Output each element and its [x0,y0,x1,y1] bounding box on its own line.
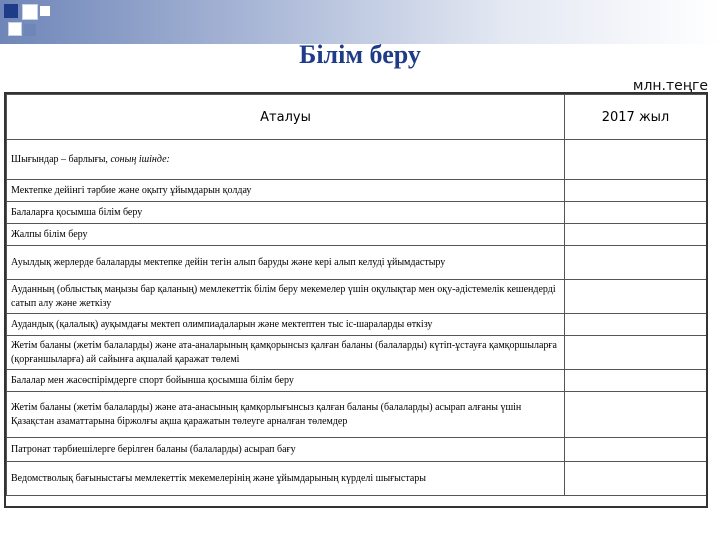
row-name: Балалар мен жасөспірімдерге спорт бойынша қосымша білім беру [11,374,294,386]
row-name: Шығындар – барлығы, [11,153,108,165]
row-value-cell [565,224,707,246]
table-row [7,180,707,202]
table-row [7,314,707,336]
table-row [7,140,707,180]
page-title: Білім беру [299,40,421,69]
row-value-cell [565,180,707,202]
row-value-cell [565,246,707,280]
row-name: Ауданның (облыстық маңызы бар қаланың) мемлекеттік білім беру мекемелер үшін оқулықтар мен оқу-әдістемелік кешендерді сатып алу және жеткізу [11,284,556,309]
row-value-cell [565,370,707,392]
row-note: соның ішінде: [110,153,170,165]
row-name-cell [7,438,565,462]
row-name: Ауылдық жерлерде балаларды мектепке дейін тегін алып баруды және кері алып келуді ұйымдастыру [11,256,446,268]
row-value-cell [565,438,707,462]
decorative-square [8,22,22,36]
decorative-square [40,6,50,16]
row-name-cell [7,140,565,180]
row-name-cell [7,280,565,314]
row-value-cell [565,462,707,496]
table-header-row [7,95,707,140]
table-row [7,224,707,246]
row-name-cell [7,314,565,336]
column-header-name: Аталуы [7,95,565,140]
row-name-cell [7,202,565,224]
row-value-cell [565,392,707,438]
row-name-cell [7,370,565,392]
row-name-cell [7,224,565,246]
row-name-cell [7,180,565,202]
row-value-cell [565,202,707,224]
budget-table [6,94,707,496]
column-header-year: 2017 жыл [565,95,707,140]
row-value-cell [565,280,707,314]
table-row [7,392,707,438]
row-name: Жалпы білім беру [11,228,88,240]
row-name-cell [7,462,565,496]
row-name: Мектепке дейінгі тәрбие және оқыту ұйымдарын қолдау [11,184,252,196]
row-value-cell [565,336,707,370]
table-row [7,280,707,314]
table-row [7,336,707,370]
row-name: Аудандық (қалалық) ауқымдағы мектеп олимпиадаларын және мектептен тыс іс-шараларды өткізу [11,318,433,330]
row-value-cell [565,140,707,180]
row-name-cell [7,246,565,280]
decorative-header-band [0,0,720,44]
row-name: Жетім баланы (жетім балаларды) және ата-анасының қамқорлығынсыз қалған баланы (балаларды) асырап алғаны үшін Қазақстан азаматтарына біржолғы ақша қаражатын төлеуге арналған төлемдер [11,402,522,427]
row-name-cell [7,336,565,370]
unit-label: млн.теңге [632,78,708,94]
table-row [7,246,707,280]
table-row [7,202,707,224]
row-name-cell [7,392,565,438]
row-name: Ведомстволық бағыныстағы мемлекеттік мекемелерінің және ұйымдарының күрделі шығыстары [11,472,426,484]
table-row [7,370,707,392]
row-name: Балаларға қосымша білім беру [11,206,143,218]
decorative-square [4,4,18,18]
table-row [7,462,707,496]
decorative-square [24,24,36,36]
row-value-cell [565,314,707,336]
decorative-square [22,4,38,20]
row-name: Жетім баланы (жетім балаларды) және ата-аналарының қамқорынсыз қалған баланы (балаларды) күтіп-ұстауға қамқоршыларға (қорғаншыларға) ай сайынға ақшалай қаражат төлемі [11,340,557,365]
table-row [7,438,707,462]
row-name: Патронат тәрбиешілерге берілген баланы (балаларды) асырап бағу [11,443,296,455]
